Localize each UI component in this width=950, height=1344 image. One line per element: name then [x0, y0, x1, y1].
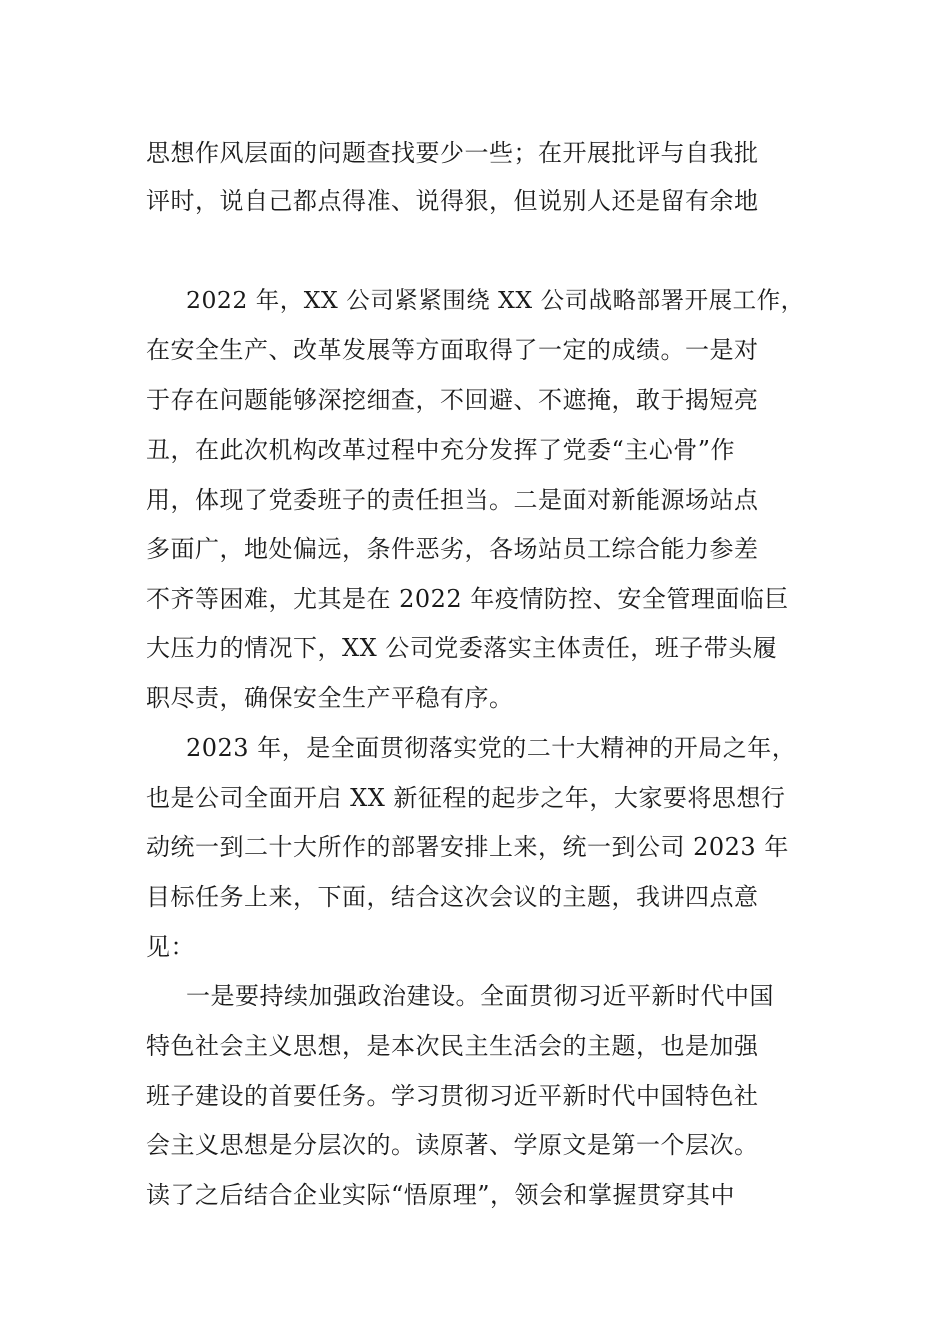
text-line: 班子建设的首要任务。学习贯彻习近平新时代中国特色社	[146, 1082, 759, 1110]
text-line: 于存在问题能够深挖细查，不回避、不遮掩，敢于揭短亮	[146, 386, 759, 414]
text-line: 不齐等困难，尤其是在 2022 年疫情防控、安全管理面临巨	[146, 585, 789, 613]
text-line: 目标任务上来，下面，结合这次会议的主题，我讲四点意	[146, 883, 759, 911]
text-line: 多面广，地处偏远，条件恶劣，各场站员工综合能力参差	[146, 535, 759, 563]
text-line: 职尽责，确保安全生产平稳有序。	[146, 684, 514, 712]
text-line: 会主义思想是分层次的。读原著、学原文是第一个层次。	[146, 1131, 759, 1159]
text-line: 见：	[146, 933, 195, 961]
text-line: 评时，说自己都点得准、说得狠，但说别人还是留有余地	[146, 187, 759, 215]
text-line: 丑，在此次机构改革过程中充分发挥了党委“主心骨”作	[146, 436, 736, 464]
paragraph-first-line: 一是要持续加强政治建设。全面贯彻习近平新时代中国	[186, 982, 774, 1010]
paragraph-first-line: 2023 年，是全面贯彻落实党的二十大精神的开局之年，	[186, 734, 797, 762]
text-line: 大压力的情况下，XX 公司党委落实主体责任，班子带头履	[146, 634, 778, 662]
text-line: 用，体现了党委班子的责任担当。二是面对新能源场站点	[146, 486, 759, 514]
text-line: 动统一到二十大所作的部署安排上来，统一到公司 2023 年	[146, 833, 789, 861]
text-line: 特色社会主义思想，是本次民主生活会的主题，也是加强	[146, 1032, 759, 1060]
text-line: 思想作风层面的问题查找要少一些；在开展批评与自我批	[146, 139, 759, 167]
text-line: 在安全生产、改革发展等方面取得了一定的成绩。一是对	[146, 336, 759, 364]
text-line: 读了之后结合企业实际“悟原理”，领会和掌握贯穿其中	[146, 1181, 736, 1209]
text-line: 也是公司全面开启 XX 新征程的起步之年，大家要将思想行	[146, 784, 786, 812]
paragraph-first-line: 2022 年，XX 公司紧紧围绕 XX 公司战略部署开展工作，	[186, 286, 805, 314]
